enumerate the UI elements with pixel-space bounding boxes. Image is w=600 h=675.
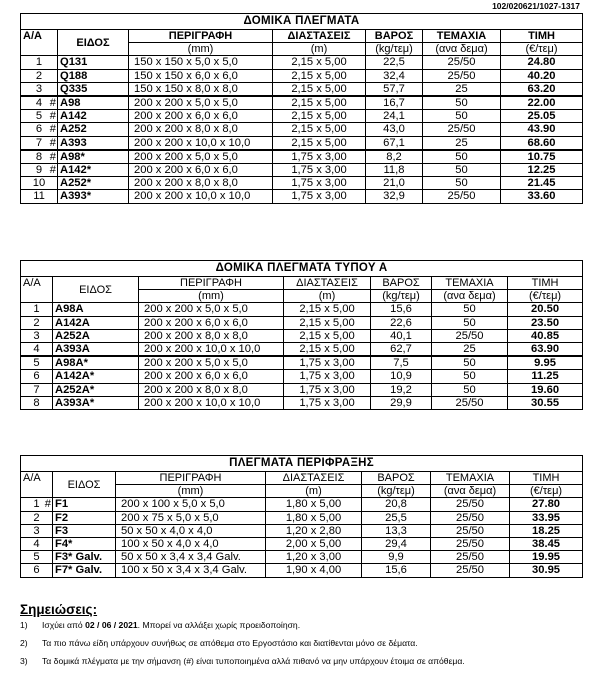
cell-dimensions: 2,15 x 5,00: [284, 342, 371, 356]
cell-code: A98*: [58, 150, 129, 164]
row-number: 10: [32, 177, 46, 190]
cell-aa: [21, 56, 58, 69]
cell-weight: 57,7: [366, 82, 423, 96]
cell-description: 50 x 50 x 4,0 x 4,0: [116, 524, 266, 537]
table-row: [21, 329, 583, 342]
cell-description: 200 x 200 x 10,0 x 10,0: [129, 136, 273, 150]
table-row: [21, 383, 583, 396]
cell-price: 30.55: [508, 396, 583, 409]
table-row: [21, 511, 583, 524]
cell-dimensions: 1,20 x 2,80: [266, 524, 362, 537]
cell-code: Q188: [58, 69, 129, 82]
table-row: [21, 82, 583, 96]
cell-dimensions: 1,75 x 3,00: [284, 356, 371, 370]
cell-code: A98: [58, 96, 129, 110]
cell-description: 200 x 100 x 5,0 x 5,0: [116, 498, 266, 511]
header-weight-unit: (kg/τεμ): [371, 290, 432, 303]
row-number: 8: [33, 396, 40, 409]
cell-dimensions: 1,75 x 3,00: [284, 370, 371, 383]
header-weight: ΒΑΡΟΣ: [366, 30, 423, 43]
header-price-unit: (€/τεμ): [508, 290, 583, 303]
header-dim-unit: (m): [266, 485, 362, 498]
note-2: [20, 638, 465, 649]
cell-aa: [21, 110, 58, 123]
cell-weight: 67,1: [366, 136, 423, 150]
cell-weight: 7,5: [371, 356, 432, 370]
header-qty: ΤΕΜΑΧΙΑ: [431, 472, 510, 485]
cell-code: F3: [53, 524, 116, 537]
cell-quantity: 25/50: [423, 190, 501, 203]
cell-weight: 32,4: [366, 69, 423, 82]
cell-dimensions: 1,80 x 5,00: [266, 498, 362, 511]
row-number: 5: [33, 357, 40, 370]
cell-aa: [21, 123, 58, 136]
cell-quantity: 25/50: [432, 329, 508, 342]
cell-weight: 10,9: [371, 370, 432, 383]
cell-quantity: 50: [423, 96, 501, 110]
cell-description: 200 x 200 x 8,0 x 8,0: [139, 383, 284, 396]
table-row: [21, 177, 583, 190]
cell-price: 25.05: [501, 110, 583, 123]
cell-dimensions: 2,15 x 5,00: [273, 56, 366, 69]
cell-aa: [21, 303, 53, 316]
cell-weight: 20,8: [362, 498, 431, 511]
cell-weight: 21,0: [366, 177, 423, 190]
cell-aa: [21, 383, 53, 396]
row-number: 1: [33, 303, 40, 316]
cell-code: A393*: [58, 190, 129, 203]
cell-description: 100 x 50 x 3,4 x 3,4 Galv.: [116, 564, 266, 577]
standard-mark: #: [49, 136, 56, 149]
table-row: [21, 498, 583, 511]
header-dim: ΔΙΑΣΤΑΣΕΙΣ: [273, 30, 366, 43]
note-number: 2): [20, 638, 28, 648]
header-dim: ΔΙΑΣΤΑΣΕΙΣ: [266, 472, 362, 485]
standard-mark: #: [49, 150, 56, 163]
cell-aa: [21, 511, 53, 524]
cell-code: Q335: [58, 82, 129, 96]
cell-weight: 8,2: [366, 150, 423, 164]
header-aa: Α/Α: [21, 277, 53, 303]
cell-aa: [21, 356, 53, 370]
header-aa: Α/Α: [21, 30, 58, 56]
cell-price: 21.45: [501, 177, 583, 190]
header-aa: Α/Α: [21, 472, 53, 498]
cell-code: A98A: [53, 303, 139, 316]
header-price-unit: (€/τεμ): [510, 485, 583, 498]
cell-aa: [21, 164, 58, 177]
header-dim-unit: (m): [273, 43, 366, 56]
cell-aa: [21, 69, 58, 82]
cell-quantity: 25/50: [432, 396, 508, 409]
cell-quantity: 50: [432, 316, 508, 329]
cell-aa: [21, 96, 58, 110]
cell-price: 63.90: [508, 342, 583, 356]
cell-quantity: 50: [423, 110, 501, 123]
header-code: ΕΙΔΟΣ: [53, 472, 116, 498]
note-date: 02 / 06 / 2021: [85, 620, 138, 630]
cell-quantity: 25/50: [431, 498, 510, 511]
cell-code: F1: [53, 498, 116, 511]
cell-quantity: 50: [432, 356, 508, 370]
table-row: [21, 370, 583, 383]
note-number: 3): [20, 656, 28, 666]
cell-code: A252A: [53, 329, 139, 342]
cell-aa: [21, 150, 58, 164]
cell-description: 200 x 200 x 10,0 x 10,0: [139, 342, 284, 356]
cell-price: 40.85: [508, 329, 583, 342]
cell-code: A393A: [53, 342, 139, 356]
notes-section: [20, 602, 465, 674]
header-price: ΤΙΜΗ: [501, 30, 583, 43]
cell-dimensions: 2,15 x 5,00: [284, 316, 371, 329]
cell-weight: 32,9: [366, 190, 423, 203]
cell-dimensions: 1,20 x 3,00: [266, 551, 362, 564]
header-price: ΤΙΜΗ: [508, 277, 583, 290]
header-qty: ΤΕΜΑΧΙΑ: [432, 277, 508, 290]
cell-price: 19.60: [508, 383, 583, 396]
cell-quantity: 25/50: [431, 524, 510, 537]
cell-aa: [21, 316, 53, 329]
table-row: [21, 342, 583, 356]
row-number: 3: [33, 329, 40, 342]
table-body: [21, 14, 583, 204]
row-number: 1: [33, 498, 40, 511]
cell-quantity: 50: [432, 370, 508, 383]
cell-dimensions: 2,00 x 5,00: [266, 537, 362, 550]
cell-dimensions: 1,75 x 3,00: [273, 190, 366, 203]
cell-dimensions: 2,15 x 5,00: [273, 123, 366, 136]
cell-weight: 22,5: [366, 56, 423, 69]
cell-quantity: 50: [423, 177, 501, 190]
header-desc-unit: (mm): [139, 290, 284, 303]
table-title: ΔΟΜΙΚΑ ΠΛΕΓΜΑΤΑ ΤΥΠΟΥ Α: [21, 261, 583, 277]
cell-price: 18.25: [510, 524, 583, 537]
row-number: 7: [33, 383, 40, 396]
table-row: [21, 396, 583, 409]
cell-aa: [21, 136, 58, 150]
cell-description: 200 x 200 x 5,0 x 5,0: [129, 150, 273, 164]
cell-weight: 11,8: [366, 164, 423, 177]
table-body: [21, 261, 583, 410]
cell-quantity: 25/50: [431, 537, 510, 550]
cell-description: 200 x 75 x 5,0 x 5,0: [116, 511, 266, 524]
row-number: 3: [35, 82, 43, 95]
cell-description: 200 x 200 x 6,0 x 6,0: [139, 316, 284, 329]
row-number: 1: [35, 56, 43, 69]
cell-dimensions: 2,15 x 5,00: [284, 329, 371, 342]
document-reference: 102/020621/1027-1317: [492, 1, 580, 11]
cell-description: 200 x 200 x 8,0 x 8,0: [139, 329, 284, 342]
table-body: [21, 456, 583, 578]
cell-description: 150 x 150 x 8,0 x 8,0: [129, 82, 273, 96]
header-dim-unit: (m): [284, 290, 371, 303]
row-number: 4: [33, 342, 40, 355]
standard-mark: #: [49, 110, 56, 123]
table-row: [21, 190, 583, 203]
cell-aa: [21, 551, 53, 564]
header-code: ΕΙΔΟΣ: [53, 277, 139, 303]
cell-dimensions: 1,75 x 3,00: [273, 164, 366, 177]
cell-code: F4*: [53, 537, 116, 550]
header-weight: ΒΑΡΟΣ: [371, 277, 432, 290]
note-text: Τα δομικά πλέγματα με την σήμανση (#) είναι τυποποιημένα αλλά πιθανό να μην υπάρχουν έτοιμα σε απόθεμα.: [42, 656, 465, 666]
cell-weight: 16,7: [366, 96, 423, 110]
cell-price: 38.45: [510, 537, 583, 550]
row-number: 5: [35, 110, 43, 123]
cell-description: 200 x 200 x 10,0 x 10,0: [129, 190, 273, 203]
cell-description: 200 x 200 x 5,0 x 5,0: [129, 96, 273, 110]
cell-price: 43.90: [501, 123, 583, 136]
cell-quantity: 25/50: [431, 511, 510, 524]
table-row: [21, 123, 583, 136]
note-text-end: . Μπορεί να αλλάξει χωρίς προειδοποίηση.: [137, 620, 301, 630]
table-building-mesh-type-a: [20, 260, 582, 410]
table-row: [21, 150, 583, 164]
table-row: [21, 316, 583, 329]
cell-description: 200 x 200 x 8,0 x 8,0: [129, 177, 273, 190]
cell-description: 200 x 200 x 6,0 x 6,0: [129, 164, 273, 177]
cell-aa: [21, 396, 53, 409]
cell-dimensions: 2,15 x 5,00: [273, 82, 366, 96]
cell-price: 20.50: [508, 303, 583, 316]
cell-price: 24.80: [501, 56, 583, 69]
cell-quantity: 25/50: [431, 564, 510, 577]
header-price-unit: (€/τεμ): [501, 43, 583, 56]
cell-description: 200 x 200 x 5,0 x 5,0: [139, 303, 284, 316]
cell-aa: [21, 190, 58, 203]
header-weight-unit: (kg/τεμ): [362, 485, 431, 498]
cell-price: 40.20: [501, 69, 583, 82]
cell-price: 22.00: [501, 96, 583, 110]
cell-dimensions: 2,15 x 5,00: [273, 136, 366, 150]
cell-weight: 62,7: [371, 342, 432, 356]
cell-aa: [21, 82, 58, 96]
table-row: [21, 110, 583, 123]
cell-quantity: 25/50: [423, 123, 501, 136]
table-row: [21, 96, 583, 110]
table-row: [21, 524, 583, 537]
cell-weight: 29,9: [371, 396, 432, 409]
cell-weight: 13,3: [362, 524, 431, 537]
cell-price: 33.95: [510, 511, 583, 524]
cell-code: A142A: [53, 316, 139, 329]
cell-weight: 24,1: [366, 110, 423, 123]
cell-description: 150 x 150 x 6,0 x 6,0: [129, 69, 273, 82]
cell-code: A393: [58, 136, 129, 150]
header-desc: ΠΕΡΙΓΡΑΦΗ: [129, 30, 273, 43]
table-row: [21, 303, 583, 316]
cell-weight: 22,6: [371, 316, 432, 329]
row-number: 6: [33, 370, 40, 383]
header-price: ΤΙΜΗ: [510, 472, 583, 485]
cell-code: A252: [58, 123, 129, 136]
cell-aa: [21, 537, 53, 550]
cell-description: 50 x 50 x 3,4 x 3,4 Galv.: [116, 551, 266, 564]
standard-mark: #: [49, 96, 56, 109]
cell-quantity: 50: [423, 150, 501, 164]
header-qty: ΤΕΜΑΧΙΑ: [423, 30, 501, 43]
cell-aa: [21, 524, 53, 537]
cell-code: A98A*: [53, 356, 139, 370]
row-number: 9: [35, 164, 43, 176]
cell-code: Q131: [58, 56, 129, 69]
row-number: 3: [33, 524, 40, 537]
cell-dimensions: 1,75 x 3,00: [273, 177, 366, 190]
cell-weight: 15,6: [371, 303, 432, 316]
header-code: ΕΙΔΟΣ: [58, 30, 129, 56]
header-weight-unit: (kg/τεμ): [366, 43, 423, 56]
table-title: ΔΟΜΙΚΑ ΠΛΕΓΜΑΤΑ: [21, 14, 583, 30]
cell-description: 200 x 200 x 5,0 x 5,0: [139, 356, 284, 370]
cell-price: 23.50: [508, 316, 583, 329]
standard-mark: #: [49, 123, 56, 136]
table-row: [21, 56, 583, 69]
cell-quantity: 25: [423, 82, 501, 96]
header-dim: ΔΙΑΣΤΑΣΕΙΣ: [284, 277, 371, 290]
row-number: 5: [33, 551, 40, 564]
notes-title: Σημειώσεις:: [20, 602, 98, 617]
cell-quantity: 50: [432, 303, 508, 316]
header-desc-unit: (mm): [116, 485, 266, 498]
cell-weight: 9,9: [362, 551, 431, 564]
cell-quantity: 25/50: [423, 69, 501, 82]
cell-weight: 43,0: [366, 123, 423, 136]
cell-price: 30.95: [510, 564, 583, 577]
table-title: ΠΛΕΓΜΑΤΑ ΠΕΡΙΦΡΑΞΗΣ: [21, 456, 583, 472]
row-number: 2: [33, 316, 40, 329]
cell-aa: [21, 498, 53, 511]
header-qty-unit: (ανα δεμα): [431, 485, 510, 498]
table-row: [21, 164, 583, 177]
header-desc: ΠΕΡΙΓΡΑΦΗ: [116, 472, 266, 485]
table-row: [21, 551, 583, 564]
cell-dimensions: 1,80 x 5,00: [266, 511, 362, 524]
row-number: 2: [33, 511, 40, 524]
cell-quantity: 50: [423, 164, 501, 177]
cell-quantity: 25: [432, 342, 508, 356]
cell-price: 63.20: [501, 82, 583, 96]
cell-price: 33.60: [501, 190, 583, 203]
standard-mark: #: [44, 498, 51, 511]
cell-dimensions: 1,90 x 4,00: [266, 564, 362, 577]
table-building-mesh: [20, 13, 582, 204]
cell-description: 200 x 200 x 10,0 x 10,0: [139, 396, 284, 409]
cell-aa: [21, 329, 53, 342]
row-number: 6: [33, 564, 40, 577]
table-row: [21, 136, 583, 150]
cell-code: A142*: [58, 164, 129, 177]
cell-code: A252A*: [53, 383, 139, 396]
cell-description: 200 x 200 x 8,0 x 8,0: [129, 123, 273, 136]
cell-code: A393A*: [53, 396, 139, 409]
note-number: 1): [20, 620, 28, 630]
row-number: 8: [35, 150, 43, 163]
cell-weight: 29,4: [362, 537, 431, 550]
cell-code: A142: [58, 110, 129, 123]
row-number: 4: [33, 537, 40, 550]
cell-dimensions: 1,75 x 3,00: [284, 396, 371, 409]
cell-dimensions: 2,15 x 5,00: [273, 110, 366, 123]
cell-price: 27.80: [510, 498, 583, 511]
cell-code: A252*: [58, 177, 129, 190]
cell-price: 68.60: [501, 136, 583, 150]
row-number: 6: [35, 123, 43, 136]
cell-weight: 40,1: [371, 329, 432, 342]
cell-dimensions: 1,75 x 3,00: [273, 150, 366, 164]
cell-quantity: 25/50: [423, 56, 501, 69]
cell-aa: [21, 342, 53, 356]
cell-price: 10.75: [501, 150, 583, 164]
row-number: 4: [35, 96, 43, 109]
header-qty-unit: (ανα δεμα): [423, 43, 501, 56]
cell-dimensions: 2,15 x 5,00: [273, 69, 366, 82]
cell-quantity: 50: [432, 383, 508, 396]
cell-code: A142A*: [53, 370, 139, 383]
row-number: 2: [35, 69, 43, 82]
cell-quantity: 25: [423, 136, 501, 150]
table-row: [21, 69, 583, 82]
note-text: Τα πιο πάνω είδη υπάρχουν συνήθως σε απόθεμα στο Εργοστάσιο και διατίθενται μόνο σε δέματα.: [42, 638, 418, 648]
cell-price: 19.95: [510, 551, 583, 564]
cell-price: 11.25: [508, 370, 583, 383]
note-3: [20, 656, 465, 667]
cell-quantity: 25/50: [431, 551, 510, 564]
header-desc: ΠΕΡΙΓΡΑΦΗ: [139, 277, 284, 290]
cell-description: 100 x 50 x 4,0 x 4,0: [116, 537, 266, 550]
cell-weight: 19,2: [371, 383, 432, 396]
cell-code: F3* Galv.: [53, 551, 116, 564]
cell-dimensions: 2,15 x 5,00: [284, 303, 371, 316]
table-row: [21, 564, 583, 577]
standard-mark: #: [49, 164, 56, 176]
row-number: 7: [35, 136, 43, 149]
header-desc-unit: (mm): [129, 43, 273, 56]
table-fencing-mesh: [20, 455, 582, 578]
cell-description: 200 x 200 x 6,0 x 6,0: [129, 110, 273, 123]
cell-price: 9.95: [508, 356, 583, 370]
cell-weight: 15,6: [362, 564, 431, 577]
cell-description: 200 x 200 x 6,0 x 6,0: [139, 370, 284, 383]
cell-dimensions: 1,75 x 3,00: [284, 383, 371, 396]
cell-price: 12.25: [501, 164, 583, 177]
table-row: [21, 356, 583, 370]
cell-aa: [21, 370, 53, 383]
cell-code: F7* Galv.: [53, 564, 116, 577]
note-text: Ισχύει από: [42, 620, 86, 630]
table-row: [21, 537, 583, 550]
cell-dimensions: 2,15 x 5,00: [273, 96, 366, 110]
cell-aa: [21, 177, 58, 190]
cell-code: F2: [53, 511, 116, 524]
note-1: [20, 620, 465, 631]
header-qty-unit: (ανα δεμα): [432, 290, 508, 303]
row-number: 11: [33, 190, 45, 203]
header-weight: ΒΑΡΟΣ: [362, 472, 431, 485]
cell-description: 150 x 150 x 5,0 x 5,0: [129, 56, 273, 69]
cell-aa: [21, 564, 53, 577]
cell-weight: 25,5: [362, 511, 431, 524]
